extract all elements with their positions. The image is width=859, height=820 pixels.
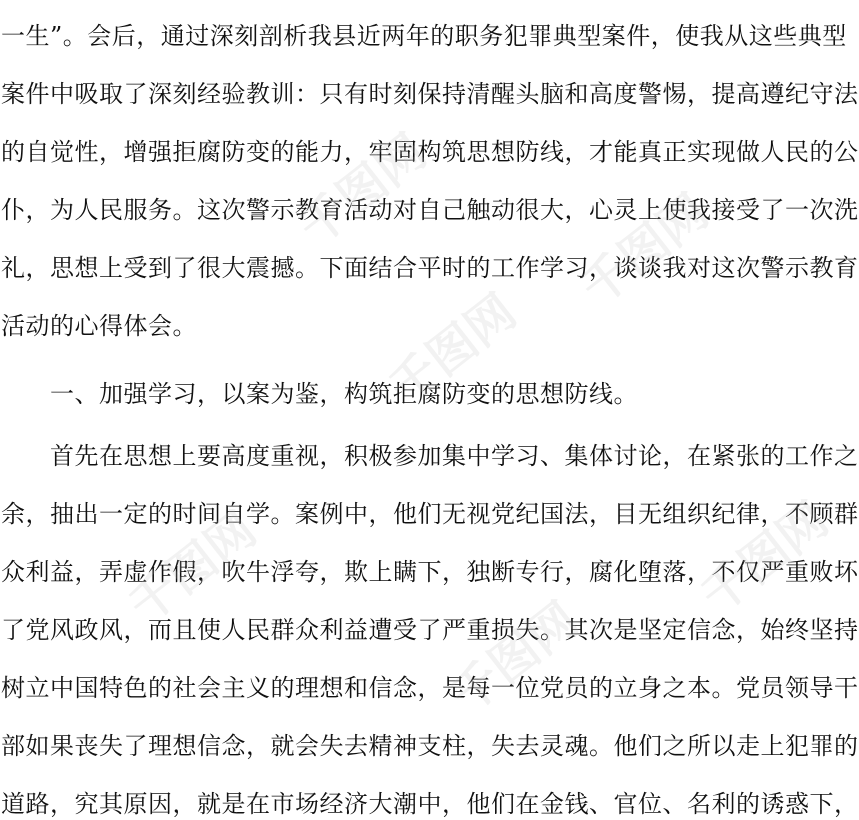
text-line-12: 树立中国特色的社会主义的理想和信念，是每一位党员的立身之本。党员领导干 [1,674,859,702]
watermark: 千图网 [378,283,527,417]
text-line-14: 道路，究其原因，就是在市场经济大潮中，他们在金钱、官位、名利的诱惑下， [1,790,859,818]
watermark: 千图网 [440,591,589,725]
watermark: 千图网 [118,501,267,635]
text-line-4: 仆，为人民服务。这次警示教育活动对自己触动很大，心灵上使我接受了一次洗 [1,196,859,224]
text-line-9: 余，抽出一定的时间自学。案例中，他们无视党纪国法，目无组织纪律，不顾群 [1,500,859,528]
text-line-5: 礼，思想上受到了很大震撼。下面结合平时的工作学习，谈谈我对这次警示教育 [1,254,859,282]
watermark: 千图网 [570,183,719,317]
text-line-3: 的自觉性，增强拒腐防变的能力，牢固构筑思想防线，才能真正实现做人民的公 [1,138,859,166]
text-line-10: 众利益，弄虚作假，吹牛浮夸，欺上瞒下，独断专行，腐化堕落，不仅严重败坏 [1,558,859,586]
text-line-8: 首先在思想上要高度重视，积极参加集中学习、集体讨论，在紧张的工作之 [1,442,859,470]
text-line-1: 一生”。会后，通过深刻剖析我县近两年的职务犯罪典型案件，使我从这些典型 [1,22,847,50]
section-heading: 一、加强学习，以案为鉴，构筑拒腐防变的思想防线。 [1,380,638,408]
watermark: 千图网 [690,491,839,625]
text-line-2: 案件中吸取了深刻经验教训：只有时刻保持清醒头脑和高度警惕，提高遵纪守法 [1,80,859,108]
text-line-6: 活动的心得体会。 [1,312,197,340]
watermark: 千图网 [288,123,437,257]
text-line-13: 部如果丧失了理想信念，就会失去精神支柱，失去灵魂。他们之所以走上犯罪的 [1,732,859,760]
text-line-11: 了党风政风，而且使人民群众利益遭受了严重损失。其次是坚定信念，始终坚持 [1,616,859,644]
